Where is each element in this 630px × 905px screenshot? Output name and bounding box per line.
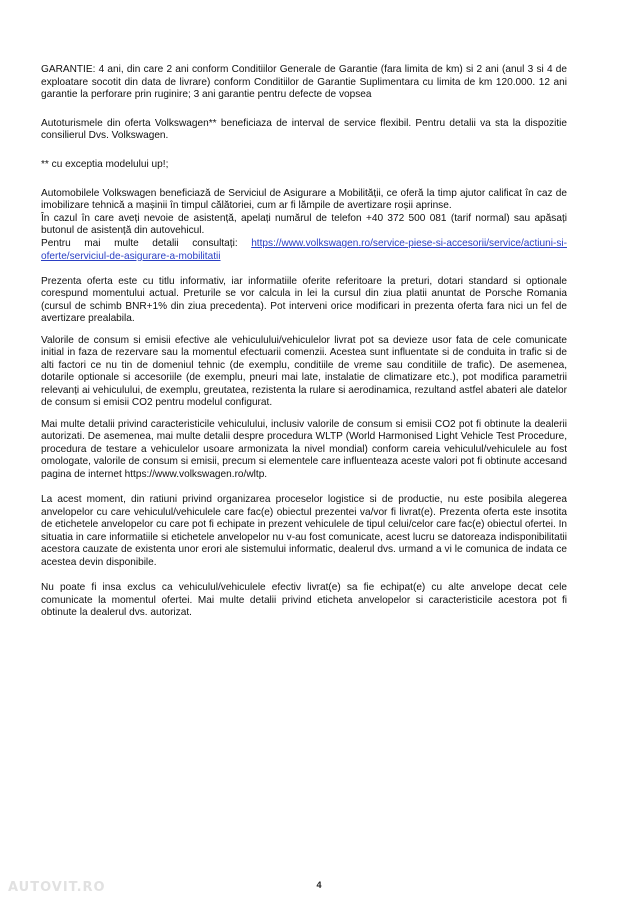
page-number: 4 bbox=[316, 880, 322, 890]
wltp-paragraph: Mai multe detalii privind caracteristicile vehiculului, inclusiv valorile de consum si emisii CO2 pot fi obtinute la dealerii autorizati. De asemenea, mai multe detalii despre procedura WLTP (World Harmonised Light Vehicle Test Procedure, procedura de testare a vehiculelor usoare armonizata la nivel mondial) conform careia vehiculul/vehiculele au fost omologate, valorile de consum si emisii, precum si elementele care influenteaza aceste valori pot fi obtinute accesand pagina de internet https://www.volkswagen.ro/wltp. bbox=[41, 418, 567, 480]
mobility-details-label: Pentru mai multe detalii consultați: bbox=[41, 237, 252, 249]
mobility-details bbox=[41, 238, 567, 263]
mobility-phone: În cazul în care aveți nevoie de asistență, apelați numărul de telefon +40 372 500 081 (tarif normal) sau apăsați butonul de asistență din autovehicul. bbox=[41, 212, 567, 237]
footnote-paragraph: ** cu exceptia modelului up!; bbox=[41, 158, 169, 170]
informative-paragraph: Prezenta oferta este cu titlu informativ, iar informatiile oferite referitoare la preturi, dotari standard si optionale corespund momentului actual. Preturile se vor calcula in lei la cursul din ziua platii anuntat de Porsche Romania (cursul de schimb BNR+1% din ziua precedenta). Pot interveni orice modificari in prezenta oferta fara nici un fel de avertizare prealabila. bbox=[41, 275, 567, 325]
document-page bbox=[41, 64, 567, 620]
mobility-intro: Automobilele Volkswagen beneficiază de Serviciul de Asigurare a Mobilității, ce oferă la timp ajutor calificat în caz de imobilizare tehnică a mașinii în timpul călătoriei, cum ar fi lămpile de avertizare roșii aprinse. bbox=[41, 187, 567, 212]
tyres-paragraph: La acest moment, din ratiuni privind organizarea proceselor logistice si de productie, nu este posibila alegerea anvelopelor cu care vehiculul/vehiculele care fac(e) obiectul prezentei va/vor fi livrat(e). Prezenta oferta este insotita de etichetele anvelopelor cu care pot fi echipate in prezent vehiculele de tipul celui/celor care fac(e) obiectul ofertei. In situatia in care informatiile si etichetele anvelopelor nu v-au fost comunicate, acest lucru se datoreaza indisponibilitatii acestora cauzate de existenta unor erori ale sistemului informatic, dealerul dvs. urmand a vi le comunica de indata ce acestea devin disponibile. bbox=[41, 494, 567, 568]
service-interval-paragraph: Autoturismele din oferta Volkswagen** beneficiaza de interval de service flexibil. Pentru detalii va sta la dispozitie consilierul Dvs. Volkswagen. bbox=[41, 117, 567, 142]
mobility-link[interactable]: https://www.volkswagen.ro/service-piese-si-accesorii/service/actiuni-si-oferte/serviciul-de-asigurare-a-mobilitatii bbox=[41, 237, 567, 262]
mobility-paragraph bbox=[41, 188, 567, 264]
consumption-paragraph: Valorile de consum si emisii efective ale vehiculului/vehiculelor livrat pot sa devieze usor fata de cele comunicate initial in faza de rezervare sau la momentul efectuarii comenzii. Acestea sunt influentate si de conduita in trafic si de alti factori ce nu tin de domeniul tehnic (de exemplu, conditiile de vreme sau conditiile de trafic). De asemenea, dotarile optionale si accesoriile (de exemplu, pneuri mai late, instalatie de climatizare etc.), pot modifica parametrii relevanți ai vehiculului, de exemplu, greutatea, rezistenta la rulare si aerodinamica, rezultand astfel abateri ale datelor de consum si emisii CO2 pentru modelul configurat. bbox=[41, 334, 567, 409]
warranty-paragraph: GARANTIE: 4 ani, din care 2 ani conform Conditiilor Generale de Garantie (fara limita de km) si 2 ani (anul 3 si 4 de exploatare socotit din data de livrare) conform Conditiilor de Garantie Suplimentara cu limita de km 120.000. 12 ani garantie la perforare prin ruginire; 3 ani garantie pentru defecte de vopsea bbox=[41, 64, 567, 101]
watermark: AUTOVIT.RO bbox=[8, 880, 106, 895]
tyres-exclusion-paragraph: Nu poate fi insa exclus ca vehiculul/vehiculele efectiv livrat(e) sa fie echipat(e) cu alte anvelope decat cele comunicate la momentul ofertei. Mai multe detalii privind eticheta anvelopelor si caracteristicile acestora pot fi obtinute la dealerul dvs. autorizat. bbox=[41, 582, 567, 619]
